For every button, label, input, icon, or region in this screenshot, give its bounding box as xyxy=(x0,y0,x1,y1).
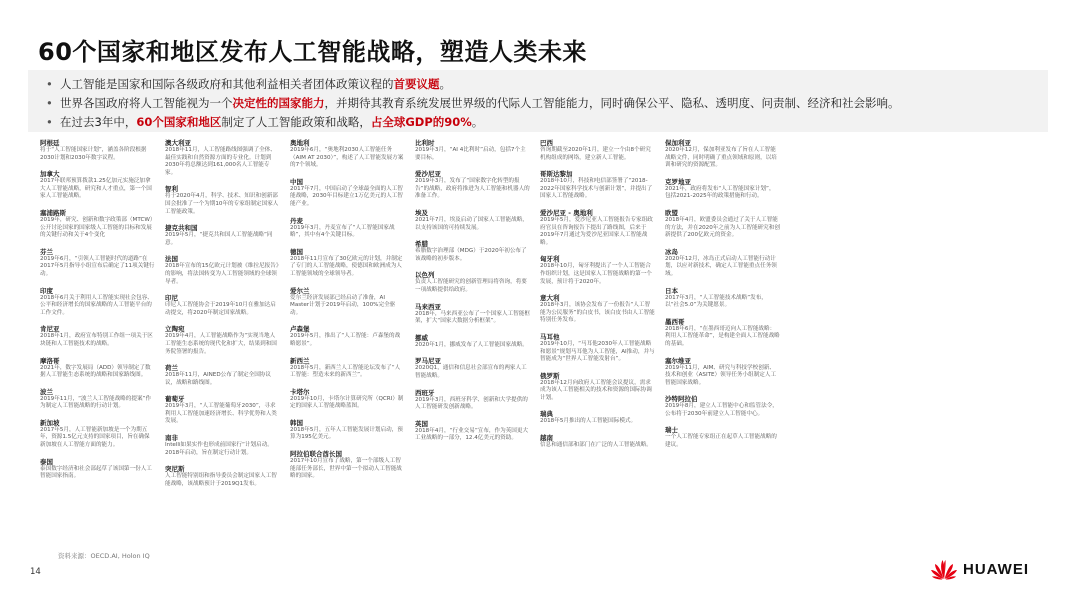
country-entry xyxy=(40,419,155,450)
country-name: 立陶宛 xyxy=(165,325,185,334)
country-description: 2019年3月，西班牙科学、创新和大学提供的人工智能研发创新战略。 xyxy=(415,396,528,411)
bullet-text: 制定了人工智能政策和战略， xyxy=(221,115,371,129)
country-name: 克罗地亚 xyxy=(665,177,691,186)
country-entry xyxy=(290,419,405,442)
country-description: 2018年4月，欧盟委员会通过了关于人工智能的方法，并在2020年之前为人工智能研究和创新提供了200亿欧元的资金。 xyxy=(665,216,780,239)
country-entry xyxy=(290,388,405,411)
country-name: 爱尔兰 xyxy=(290,286,310,295)
country-name: 日本 xyxy=(665,286,678,295)
country-description: 2019年10月，“马耳他2030年人工智能战略和愿景”规划马耳他为人工智能，AI推动，并与智能成为“世界人工智能发射台”。 xyxy=(540,340,655,363)
country-column xyxy=(540,139,655,549)
country-entry xyxy=(540,255,655,286)
country-name: 韩国 xyxy=(290,418,303,427)
country-entry xyxy=(665,426,780,449)
country-description: 2021年，政府将发布“人工智能国家计划”，包括2021-2025年的政策措施和行动。 xyxy=(665,185,775,200)
country-entry xyxy=(415,357,530,380)
country-name: 摩洛哥 xyxy=(40,356,60,365)
country-description: 将于“人工智能国家计划”，涵盖各阶段根据2030计划和2030年数字议程。 xyxy=(40,147,147,161)
bullet-1 xyxy=(46,75,1048,94)
country-name: 德国 xyxy=(290,247,303,256)
country-name: 荷兰 xyxy=(165,364,178,373)
country-entry xyxy=(40,170,155,201)
country-entry xyxy=(165,224,280,247)
country-name: 卡塔尔 xyxy=(290,387,310,396)
page-title: 60个国家和地区发布人工智能战略，塑造人类未来 xyxy=(38,38,587,66)
logo-wordmark: HUAWEI xyxy=(963,560,1029,578)
country-description: 2021年，数字发展局（ADD）领导制定了数据人工智能生态系统的战略和国家路线图。 xyxy=(40,364,151,379)
country-name: 中国 xyxy=(290,177,303,186)
country-entry xyxy=(40,388,155,411)
country-description: 负责人工智能研究的创新管理局将咨询，将要一项战略提供给政府。 xyxy=(415,279,527,293)
country-description: 2018年11月宣布了30亿欧元的计划，并制定了专门的人工智能战略，使德国和欧洲成为人工智能领域的全球领导者。 xyxy=(290,255,403,277)
country-description: 印尼人工智能协会于2019年10月在雅加达启动提交，将2020年制定国家战略。 xyxy=(165,302,276,316)
bullet-text: 在过去3年中， xyxy=(60,115,137,129)
country-description: 2020Q1，通信和信息社会部宣布的两家人工智能战略。 xyxy=(415,365,527,379)
country-name: 俄罗斯 xyxy=(540,371,560,380)
country-entry xyxy=(540,333,655,364)
source-note: 资料来源：OECD.AI, Holon IQ xyxy=(58,552,150,560)
country-entry xyxy=(290,178,405,209)
country-entry xyxy=(540,372,655,403)
country-strategy-grid xyxy=(40,139,1048,549)
country-entry xyxy=(665,287,780,310)
country-entry xyxy=(290,325,405,348)
country-name: 新加坡 xyxy=(40,418,60,427)
country-description: 泰国数字经济和社会部起草了该国第一份人工智能国家指南。 xyxy=(40,465,152,480)
country-description: 2020年1月，挪威发布了人工智能国家战略。 xyxy=(415,341,528,348)
bullet-dot-icon: • xyxy=(46,77,53,91)
country-name: 以色列 xyxy=(415,271,435,280)
country-description: 2018年11月，AINED公布了制定全国协议议，战略和路线图。 xyxy=(165,372,271,386)
country-description: 2020年12月，冰岛正式启动人工智能行动计划，以应对新技术，确定人工智能重点任务领域。 xyxy=(665,255,777,277)
country-name: 突尼斯 xyxy=(165,465,185,474)
country-entry xyxy=(415,303,530,326)
country-description: 2018年10月，科技和电信部签署了“2018-2022年国家科学技术与创新计划”，并提出了国家人工智能战略。 xyxy=(540,178,653,200)
country-description: 咨询期截至2020年1月，建立一个由8个研究机构组成的网络，建立新人工智能。 xyxy=(540,147,651,161)
country-entry xyxy=(40,458,155,481)
country-name: 希腊 xyxy=(415,240,428,249)
country-description: 2018年5月，五年人工智能发展计划启动，预算为195亿美元。 xyxy=(290,426,403,441)
country-description: 希腊数字治理部（MDG）于2020年初公布了该战略的初步版本。 xyxy=(415,248,527,262)
country-entry xyxy=(415,334,530,350)
country-description: 2019年5月，推出了“人工智能：卢森堡的战略愿景”。 xyxy=(290,333,401,347)
country-description: 2018年12月向政府人工智能会议提议，需求成为该人工智能相关的技术和资源的国际协调计划。 xyxy=(540,379,652,401)
country-name: 爱沙尼亚 - 奥地利 xyxy=(540,208,593,217)
bullet-text: 。 xyxy=(439,77,451,91)
country-description: 2019年6月，“引领人工智能时代的道路”在2017年5月指导小组宣布后确定了11项关键行动。 xyxy=(40,255,155,277)
country-name: 墨西哥 xyxy=(665,317,685,326)
country-name: 挪威 xyxy=(415,333,428,342)
country-name: 法国 xyxy=(165,255,178,264)
country-entry xyxy=(540,209,655,247)
country-entry xyxy=(165,185,280,216)
country-description: 2018年10月，匈牙利提出了一个人工智能合作组织计划，这是国家人工智能战略的第一个发展，预计将于2020年。 xyxy=(540,263,652,285)
country-description: 2019年，研究、创新和数字政策部（MTCW）公开讨论国家的国家级人工智能的目标和发展的关键行动和关于4个变化 xyxy=(40,216,153,239)
country-name: 哥斯达黎加 xyxy=(540,170,573,179)
page-number: 14 xyxy=(30,567,41,577)
country-description: 爱尔兰经济发展部已经启动了准备，AI Master计划于2019年启动，100%完全驱动。 xyxy=(290,294,396,316)
country-name: 波兰 xyxy=(40,387,53,396)
country-name: 越南 xyxy=(540,434,553,443)
country-name: 保加利亚 xyxy=(665,139,691,147)
country-description: 2018年6月关于利用人工智能实现社会包容、公平和经济增长的国家战略的人工智能平台的工作文件。 xyxy=(40,294,153,316)
country-name: 阿拉伯联合酋长国 xyxy=(290,450,342,459)
country-entry xyxy=(415,389,530,412)
country-description: 2019年11月，AIM、研究与科技学校创新、技术和创业（ASITE）领导任务小组制定人工智能国家战略。 xyxy=(665,364,777,386)
country-description: 2019年8月，建立人工智能中心和监管法令，公布将于2030年前建立人工智能中心。 xyxy=(665,403,778,417)
country-description: 2019年11月，“波兰人工智能战略的提案”作为制定人工智能战略的行动计划。 xyxy=(40,395,152,410)
country-name: 泰国 xyxy=(40,457,53,466)
country-entry xyxy=(415,209,530,232)
country-description: 将于2020年4月，科学、技术、知识和创新部国会批准了一个为期10年的专家组制定国家人工智能政策。 xyxy=(165,193,279,215)
country-name: 西班牙 xyxy=(415,388,435,397)
country-name: 印尼 xyxy=(165,294,178,303)
country-name: 智利 xyxy=(165,185,178,194)
country-name: 罗马尼亚 xyxy=(415,357,441,366)
country-entry xyxy=(290,450,405,481)
country-entry xyxy=(165,434,280,457)
country-entry xyxy=(290,248,405,279)
country-entry xyxy=(415,420,530,443)
bullet-dot-icon: • xyxy=(46,96,53,110)
country-description: 人工智能特别组和指导委员会制定国家人工智能战略，该战略预计于2019Q1发布。 xyxy=(165,473,277,487)
country-entry xyxy=(40,325,155,348)
country-description: 2018年5月推出的人工智能国际模式。 xyxy=(540,418,637,425)
bullet-highlight: 60个国家和地区 xyxy=(136,115,222,129)
country-name: 塞尔维亚 xyxy=(665,356,691,365)
country-description: 2019年4月，人工智能战略作为“实现当地人工智能生态系统的现代化和扩大，结果到和国务院签署的报告。 xyxy=(165,333,277,355)
country-column xyxy=(665,139,780,549)
country-name: 加拿大 xyxy=(40,170,60,179)
country-name: 英国 xyxy=(415,419,428,428)
country-entry xyxy=(290,217,405,240)
country-entry xyxy=(40,139,155,162)
country-entry xyxy=(165,255,280,286)
country-entry xyxy=(665,318,780,349)
bullet-dot-icon: • xyxy=(46,115,53,129)
country-description: 2019年5月，爱沙尼亚人工智能报告专家组政府官员在咨询报告下提出了路线图，后来于2019年7月通过为爱沙尼亚国家人工智能战略。 xyxy=(540,216,653,246)
country-name: 巴西 xyxy=(540,139,553,147)
country-description: 2018年6月，“在墨西哥迈向人工智能战略：利用人工智能革命”，是构建全面人工智能战略的基础。 xyxy=(665,325,780,347)
country-entry xyxy=(40,248,155,279)
country-name: 南非 xyxy=(165,434,178,443)
country-entry xyxy=(290,357,405,380)
country-description: 2017年5月，人工智能新加坡是一个为期五年，资源1.5亿元支持的国家项目，旨在确保新加坡在人工智能方面的能力。 xyxy=(40,426,150,449)
country-entry xyxy=(165,139,280,177)
country-description: 2019年6月，“奥地利2030人工智能任务（AIM AT 2030）”，构述了人工智能发展方案的7个领域。 xyxy=(290,147,404,169)
country-description: 2017年联邦预算拨款1.25亿加元实施泛加拿大人工智能战略，研究和人才重点，第一个国家人工智能战略。 xyxy=(40,178,152,200)
country-name: 新西兰 xyxy=(290,356,310,365)
country-entry xyxy=(665,357,780,388)
country-entry xyxy=(415,271,530,294)
country-entry xyxy=(165,395,280,426)
country-entry xyxy=(665,139,780,170)
country-description: 2019年10月，卡塔尔计算研究所（QCRI）制定的国家人工智能战略蓝图。 xyxy=(290,395,404,410)
country-entry xyxy=(665,395,780,418)
country-entry xyxy=(540,294,655,325)
country-column xyxy=(40,139,155,549)
country-name: 瑞典 xyxy=(540,410,553,419)
country-entry xyxy=(665,209,780,240)
country-description: 2018年11月，人工智能路线图强调了全体、最佳实践和自然资源方面的专业化。计划到2030年将总额达到161,000名人工智能专家。 xyxy=(165,147,276,176)
country-entry xyxy=(165,465,280,488)
country-name: 卢森堡 xyxy=(290,325,310,334)
country-name: 比利时 xyxy=(415,139,435,147)
country-description: 2017年3月，“人工智能技术战略”发布，以“社会5.0”为关键愿景。 xyxy=(665,294,767,309)
country-entry xyxy=(665,178,780,201)
country-name: 意大利 xyxy=(540,294,560,303)
country-entry xyxy=(165,294,280,317)
bullet-text: 。 xyxy=(471,115,484,129)
country-entry xyxy=(540,170,655,201)
country-entry xyxy=(290,287,405,318)
country-name: 马耳他 xyxy=(540,332,560,341)
country-description: 2019年5月，“捷克共和国人工智能战略”同意。 xyxy=(165,232,273,246)
country-name: 冰岛 xyxy=(665,247,678,256)
country-column xyxy=(165,139,280,549)
country-entry xyxy=(165,364,280,387)
country-name: 欧盟 xyxy=(665,208,678,217)
country-name: 塞浦路斯 xyxy=(40,208,66,217)
country-description: 2017年10月宣布了战略，第一个部级人工智能部任务部长，世界中第一个拟动人工智能战略的国家。 xyxy=(290,458,402,480)
country-entry xyxy=(415,240,530,263)
country-description: 2019年3月，“AI 4比利时”启动，包括7个主要目标。 xyxy=(415,147,526,161)
bullet-3 xyxy=(46,113,1048,132)
country-name: 沙特阿拉伯 xyxy=(665,395,698,404)
country-description: 2017年7月，中国启动了全球最全面的人工智能战略，2030年目标建立1万亿美元的人工智能产业。 xyxy=(290,185,403,207)
country-entry xyxy=(165,325,280,356)
bullet-text: 人工智能是国家和国际各级政府和其他利益相关者团体政策议程的 xyxy=(60,77,394,91)
country-description: 2018年1月，政府宣布特别工作组一项关于区块链和人工智能技术的战略。 xyxy=(40,333,153,347)
country-description: 2018年3月，该协会发布了一份报告“人工智能为公民服务”的白皮书，该白皮书由人工智能特别任务发布。 xyxy=(540,302,655,324)
country-entry xyxy=(40,357,155,380)
country-name: 葡萄牙 xyxy=(165,395,185,404)
country-entry xyxy=(415,139,530,162)
country-name: 阿根廷 xyxy=(40,139,60,147)
country-column xyxy=(290,139,405,549)
country-name: 丹麦 xyxy=(290,216,303,225)
country-description: 2018年，马来西亚公布了一个国家人工智能框架，扩大“国家大数据分析框架”。 xyxy=(415,310,530,325)
country-entry xyxy=(540,139,655,162)
huawei-flower-icon xyxy=(930,558,958,580)
country-description: 2021年7月，埃及启动了国家人工智能战略，以支持该国的可持续发展。 xyxy=(415,216,528,231)
country-description: 2020年12月，保加利亚发布了旨在人工智能战略文件，同时明确了重点领域和原则，以培训和研究的资源配置。 xyxy=(665,147,777,169)
bullet-highlight: 首要议题 xyxy=(393,77,440,91)
country-description: 一个人工智能专家组正在起草人工智能战略的建议。 xyxy=(665,434,777,449)
country-name: 捷克共和国 xyxy=(165,224,198,233)
country-name: 印度 xyxy=(40,286,53,295)
summary-panel xyxy=(28,70,1048,132)
country-name: 奥地利 xyxy=(290,139,310,147)
bullet-text: 世界各国政府将人工智能视为一个 xyxy=(60,96,233,110)
bullet-highlight: 占全球GDP的90% xyxy=(370,115,472,129)
country-name: 澳大利亚 xyxy=(165,139,191,147)
country-entry xyxy=(290,139,405,170)
country-description: 信息和通信部和部门在广泛的人工智能战略。 xyxy=(540,442,652,449)
country-name: 爱沙尼亚 xyxy=(415,170,441,179)
country-description: 2018年5月，新西兰人工智能论坛发布了“人工智能：塑造未来的新西兰”。 xyxy=(290,364,401,379)
country-description: 2019年3月，丹麦宣布了“人工智能国家战略”，其中有4个关键目标。 xyxy=(290,224,395,239)
country-name: 马来西亚 xyxy=(415,302,441,311)
country-description: 2019年3月，“人工智能葡萄牙2030”，寻求利用人工智能加速经济增长、科学优势和人类发展。 xyxy=(165,403,277,425)
bullet-2 xyxy=(46,94,1048,113)
country-entry xyxy=(40,209,155,240)
country-column xyxy=(415,139,530,549)
country-entry xyxy=(415,170,530,201)
country-name: 肯尼亚 xyxy=(40,325,60,334)
huawei-logo xyxy=(930,558,1029,580)
country-description: 2019年3月，发布了“国家数字化转型的报告”的战略，政府将推进为人工智能和机器人的准备工作。 xyxy=(415,178,530,200)
country-entry xyxy=(540,434,655,450)
country-name: 芬兰 xyxy=(40,247,53,256)
country-description: Intelli如果实作也形成前国家行“计划启动。2018年启动，旨在制定行动计划。 xyxy=(165,442,273,456)
country-description: 2018年4月，“行业交易”宣布，作为英国更大工业战略的一部分，12.4亿美元的资助。 xyxy=(415,427,529,442)
country-name: 瑞士 xyxy=(665,426,678,435)
country-description: 2018年宣布的15亿欧元计划被《维拉尼报告》的影响，将法国转变为人工智能领域的全球领导者。 xyxy=(165,263,279,285)
country-entry xyxy=(540,410,655,426)
country-entry xyxy=(40,287,155,318)
country-entry xyxy=(665,248,780,279)
bullet-highlight: 决定性的国家能力 xyxy=(232,96,325,110)
country-name: 埃及 xyxy=(415,208,428,217)
country-name: 匈牙利 xyxy=(540,255,560,264)
bullet-text: ，并期待其教育系统发展世界级的代际人工智能能力，同时确保公平、隐私、透明度、问责制、经济和社会影响。 xyxy=(324,96,900,110)
